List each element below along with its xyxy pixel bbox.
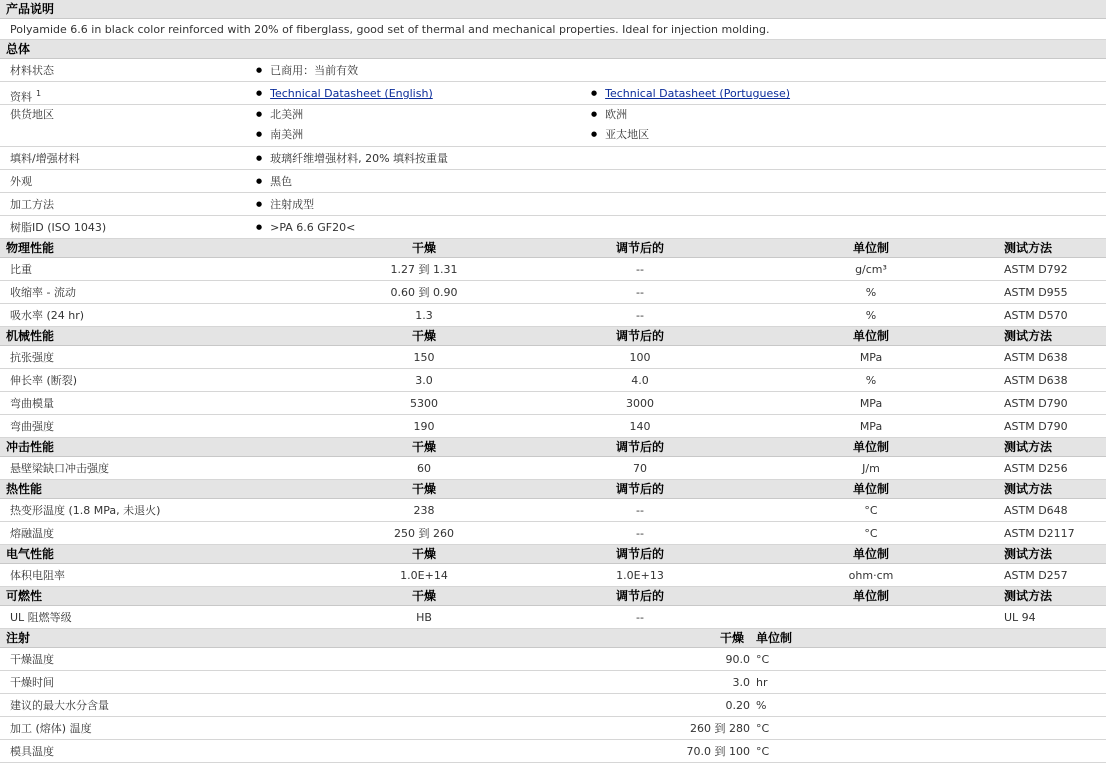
- property-row: [0, 392, 1106, 415]
- column-header-conditioned: 调节后的: [615, 589, 664, 603]
- unit: MPa: [859, 351, 883, 364]
- property-row: [0, 606, 1106, 629]
- test-method: UL 94: [1004, 611, 1036, 624]
- region-item: ● 欧洲: [591, 105, 627, 126]
- value-conditioned: --: [636, 263, 644, 276]
- column-header-unit: 单位制: [852, 589, 889, 603]
- column-header-test-method: 测试方法: [1004, 241, 1053, 255]
- unit: °C: [864, 504, 878, 517]
- property-row: [0, 258, 1106, 281]
- injection-row: [0, 694, 1106, 717]
- property-sections: [0, 239, 1106, 629]
- general-row-resin-id: [0, 216, 1106, 239]
- datasheet-link-portuguese[interactable]: Technical Datasheet (Portuguese): [605, 87, 791, 100]
- property-name: 悬壁梁缺口冲击强度: [10, 462, 109, 475]
- test-method: ASTM D257: [1004, 569, 1068, 582]
- column-header-unit: 单位制: [852, 241, 889, 255]
- injection-value: 260 到 280: [690, 722, 750, 735]
- column-header-unit: 单位制: [756, 631, 793, 645]
- property-row: [0, 415, 1106, 438]
- unit: °C: [864, 527, 878, 540]
- general-row-filler: [0, 147, 1106, 170]
- value-dry: 150: [413, 351, 435, 364]
- injection-param-name: 加工 (熔体) 温度: [10, 722, 92, 735]
- value-dry: 1.0E+14: [400, 569, 448, 582]
- section-title: 产品说明: [6, 2, 55, 16]
- section-title: 机械性能: [6, 329, 55, 343]
- unit: MPa: [859, 420, 883, 433]
- value-conditioned: --: [636, 527, 644, 540]
- property-name: 收缩率 - 流动: [10, 286, 76, 299]
- injection-unit: °C: [756, 653, 770, 666]
- section-header: [0, 239, 1106, 258]
- property-name: UL 阻燃等级: [10, 611, 72, 624]
- row-label: 填料/增强材料: [10, 152, 80, 165]
- value-dry: 238: [413, 504, 435, 517]
- column-header-unit: 单位制: [852, 329, 889, 343]
- unit: %: [865, 286, 877, 299]
- section-header: [0, 327, 1106, 346]
- test-method: ASTM D570: [1004, 309, 1068, 322]
- section-title: 可燃性: [6, 589, 43, 603]
- section-title: 热性能: [6, 482, 43, 496]
- value-conditioned: 1.0E+13: [616, 569, 664, 582]
- unit: ohm·cm: [848, 569, 894, 582]
- row-label: 树脂ID (ISO 1043): [10, 221, 107, 234]
- value-conditioned: 4.0: [631, 374, 649, 387]
- datasheet-link-portuguese-item: [591, 82, 790, 107]
- row-label: 供货地区: [10, 108, 54, 121]
- column-header-dry: 干燥: [411, 482, 436, 496]
- row-label: 资料 $^1$: [10, 89, 42, 104]
- column-header-test-method: 测试方法: [1004, 440, 1053, 454]
- column-header-unit: 单位制: [852, 440, 889, 454]
- column-header-conditioned: 调节后的: [615, 547, 664, 561]
- injection-value: 70.0 到 100: [686, 745, 750, 758]
- test-method: ASTM D955: [1004, 286, 1068, 299]
- column-header-test-method: 测试方法: [1004, 329, 1053, 343]
- value-conditioned: 140: [629, 420, 651, 433]
- property-name: 比重: [10, 263, 32, 276]
- property-row: [0, 281, 1106, 304]
- section-header-product-description: [0, 0, 1106, 19]
- section-title: 注射: [6, 631, 31, 645]
- test-method: ASTM D2117: [1004, 527, 1075, 540]
- row-value: ● 注射成型: [256, 193, 314, 218]
- unit: %: [865, 374, 877, 387]
- row-label: 加工方法: [10, 198, 54, 211]
- column-header-test-method: 测试方法: [1004, 482, 1053, 496]
- general-row-process: [0, 193, 1106, 216]
- value-dry: 1.3: [415, 309, 433, 322]
- injection-param-name: 干燥时间: [10, 676, 54, 689]
- value-conditioned: --: [636, 611, 644, 624]
- column-header-conditioned: 调节后的: [615, 241, 664, 255]
- value-conditioned: 3000: [626, 397, 654, 410]
- property-row: [0, 457, 1106, 480]
- column-header-dry: 干燥: [411, 589, 436, 603]
- value-dry: 5300: [410, 397, 438, 410]
- section-header: [0, 545, 1106, 564]
- injection-value: 3.0: [732, 676, 750, 689]
- property-name: 弯曲强度: [10, 420, 54, 433]
- property-row: [0, 304, 1106, 327]
- datasheet-link-english[interactable]: Technical Datasheet (English): [270, 87, 433, 100]
- section-title: 总体: [6, 42, 31, 56]
- section-header-general: [0, 40, 1106, 59]
- row-label: 材料状态: [10, 64, 54, 77]
- general-row-documents: [0, 82, 1106, 105]
- injection-unit: %: [756, 699, 767, 712]
- property-row: [0, 346, 1106, 369]
- section-title: 冲击性能: [6, 440, 55, 454]
- test-method: ASTM D256: [1004, 462, 1068, 475]
- column-header-unit: 单位制: [852, 547, 889, 561]
- property-row: [0, 369, 1106, 392]
- footnote-marker: 1: [36, 89, 42, 98]
- test-method: ASTM D792: [1004, 263, 1068, 276]
- unit: g/cm³: [855, 263, 887, 276]
- unit: MPa: [859, 397, 883, 410]
- property-row: [0, 564, 1106, 587]
- property-name: 体积电阻率: [10, 569, 65, 582]
- injection-row: [0, 671, 1106, 694]
- test-method: ASTM D648: [1004, 504, 1068, 517]
- general-row-material-status: [0, 59, 1106, 82]
- column-header-dry: 干燥: [720, 631, 745, 645]
- property-row: [0, 499, 1106, 522]
- value-conditioned: --: [636, 286, 644, 299]
- row-value: ● 玻璃纤维增强材料, 20% 填料按重量: [256, 147, 448, 172]
- datasheet-link-english-item: [256, 82, 433, 107]
- column-header-test-method: 测试方法: [1004, 589, 1053, 603]
- property-name: 热变形温度 (1.8 MPa, 未退火): [10, 504, 161, 517]
- column-header-conditioned: 调节后的: [615, 329, 664, 343]
- test-method: ASTM D790: [1004, 397, 1068, 410]
- row-value: ● 黑色: [256, 170, 292, 195]
- region-item: ● 北美洲: [256, 105, 303, 126]
- column-header-unit: 单位制: [852, 482, 889, 496]
- property-row: [0, 522, 1106, 545]
- row-label: 外观: [10, 175, 32, 188]
- property-name: 弯曲模量: [10, 397, 54, 410]
- region-item: ● 南美洲: [256, 125, 303, 146]
- general-row-appearance: [0, 170, 1106, 193]
- injection-rows: [0, 648, 1106, 763]
- value-conditioned: 70: [633, 462, 647, 475]
- test-method: ASTM D638: [1004, 374, 1068, 387]
- region-item: ● 亚太地区: [591, 125, 649, 146]
- column-header-conditioned: 调节后的: [615, 440, 664, 454]
- section-title: 电气性能: [6, 547, 55, 561]
- row-value: ● >PA 6.6 GF20<: [256, 216, 355, 241]
- property-name: 熔融温度: [10, 527, 54, 540]
- property-name: 吸水率 (24 hr): [10, 309, 85, 322]
- test-method: ASTM D638: [1004, 351, 1068, 364]
- value-dry: 60: [417, 462, 431, 475]
- injection-row: [0, 717, 1106, 740]
- product-description-text: Polyamide 6.6 in black color reinforced with 20% of fiberglass, good set of thermal and mechanical properties. Ideal for injection molding.: [10, 23, 770, 36]
- property-name: 伸长率 (断裂): [10, 374, 78, 387]
- unit: %: [865, 309, 877, 322]
- column-header-dry: 干燥: [411, 440, 436, 454]
- injection-param-name: 干燥温度: [10, 653, 54, 666]
- section-title: 物理性能: [6, 241, 55, 255]
- injection-value: 0.20: [725, 699, 750, 712]
- column-header-conditioned: 调节后的: [615, 482, 664, 496]
- column-header-test-method: 测试方法: [1004, 547, 1053, 561]
- value-dry: 1.27 到 1.31: [390, 263, 458, 276]
- section-header-injection: [0, 629, 1106, 648]
- product-description: [0, 19, 1106, 40]
- injection-unit: °C: [756, 722, 770, 735]
- section-header: [0, 587, 1106, 606]
- general-row-regions: [0, 105, 1106, 147]
- section-header: [0, 438, 1106, 457]
- test-method: ASTM D790: [1004, 420, 1068, 433]
- injection-row: [0, 648, 1106, 671]
- injection-value: 90.0: [725, 653, 750, 666]
- injection-row: [0, 740, 1106, 763]
- injection-param-name: 建议的最大水分含量: [10, 699, 109, 712]
- value-conditioned: --: [636, 504, 644, 517]
- section-header: [0, 480, 1106, 499]
- value-dry: HB: [416, 611, 432, 624]
- value-dry: 190: [413, 420, 435, 433]
- column-header-dry: 干燥: [411, 329, 436, 343]
- column-header-dry: 干燥: [411, 547, 436, 561]
- value-dry: 3.0: [415, 374, 433, 387]
- value-conditioned: 100: [629, 351, 651, 364]
- property-name: 抗张强度: [10, 351, 54, 364]
- value-conditioned: --: [636, 309, 644, 322]
- injection-unit: °C: [756, 745, 770, 758]
- value-dry: 0.60 到 0.90: [390, 286, 458, 299]
- injection-unit: hr: [756, 676, 768, 689]
- column-header-dry: 干燥: [411, 241, 436, 255]
- injection-param-name: 模具温度: [10, 745, 54, 758]
- value-dry: 250 到 260: [394, 527, 454, 540]
- row-value: ● 已商用：当前有效: [256, 59, 358, 84]
- unit: J/m: [862, 462, 880, 475]
